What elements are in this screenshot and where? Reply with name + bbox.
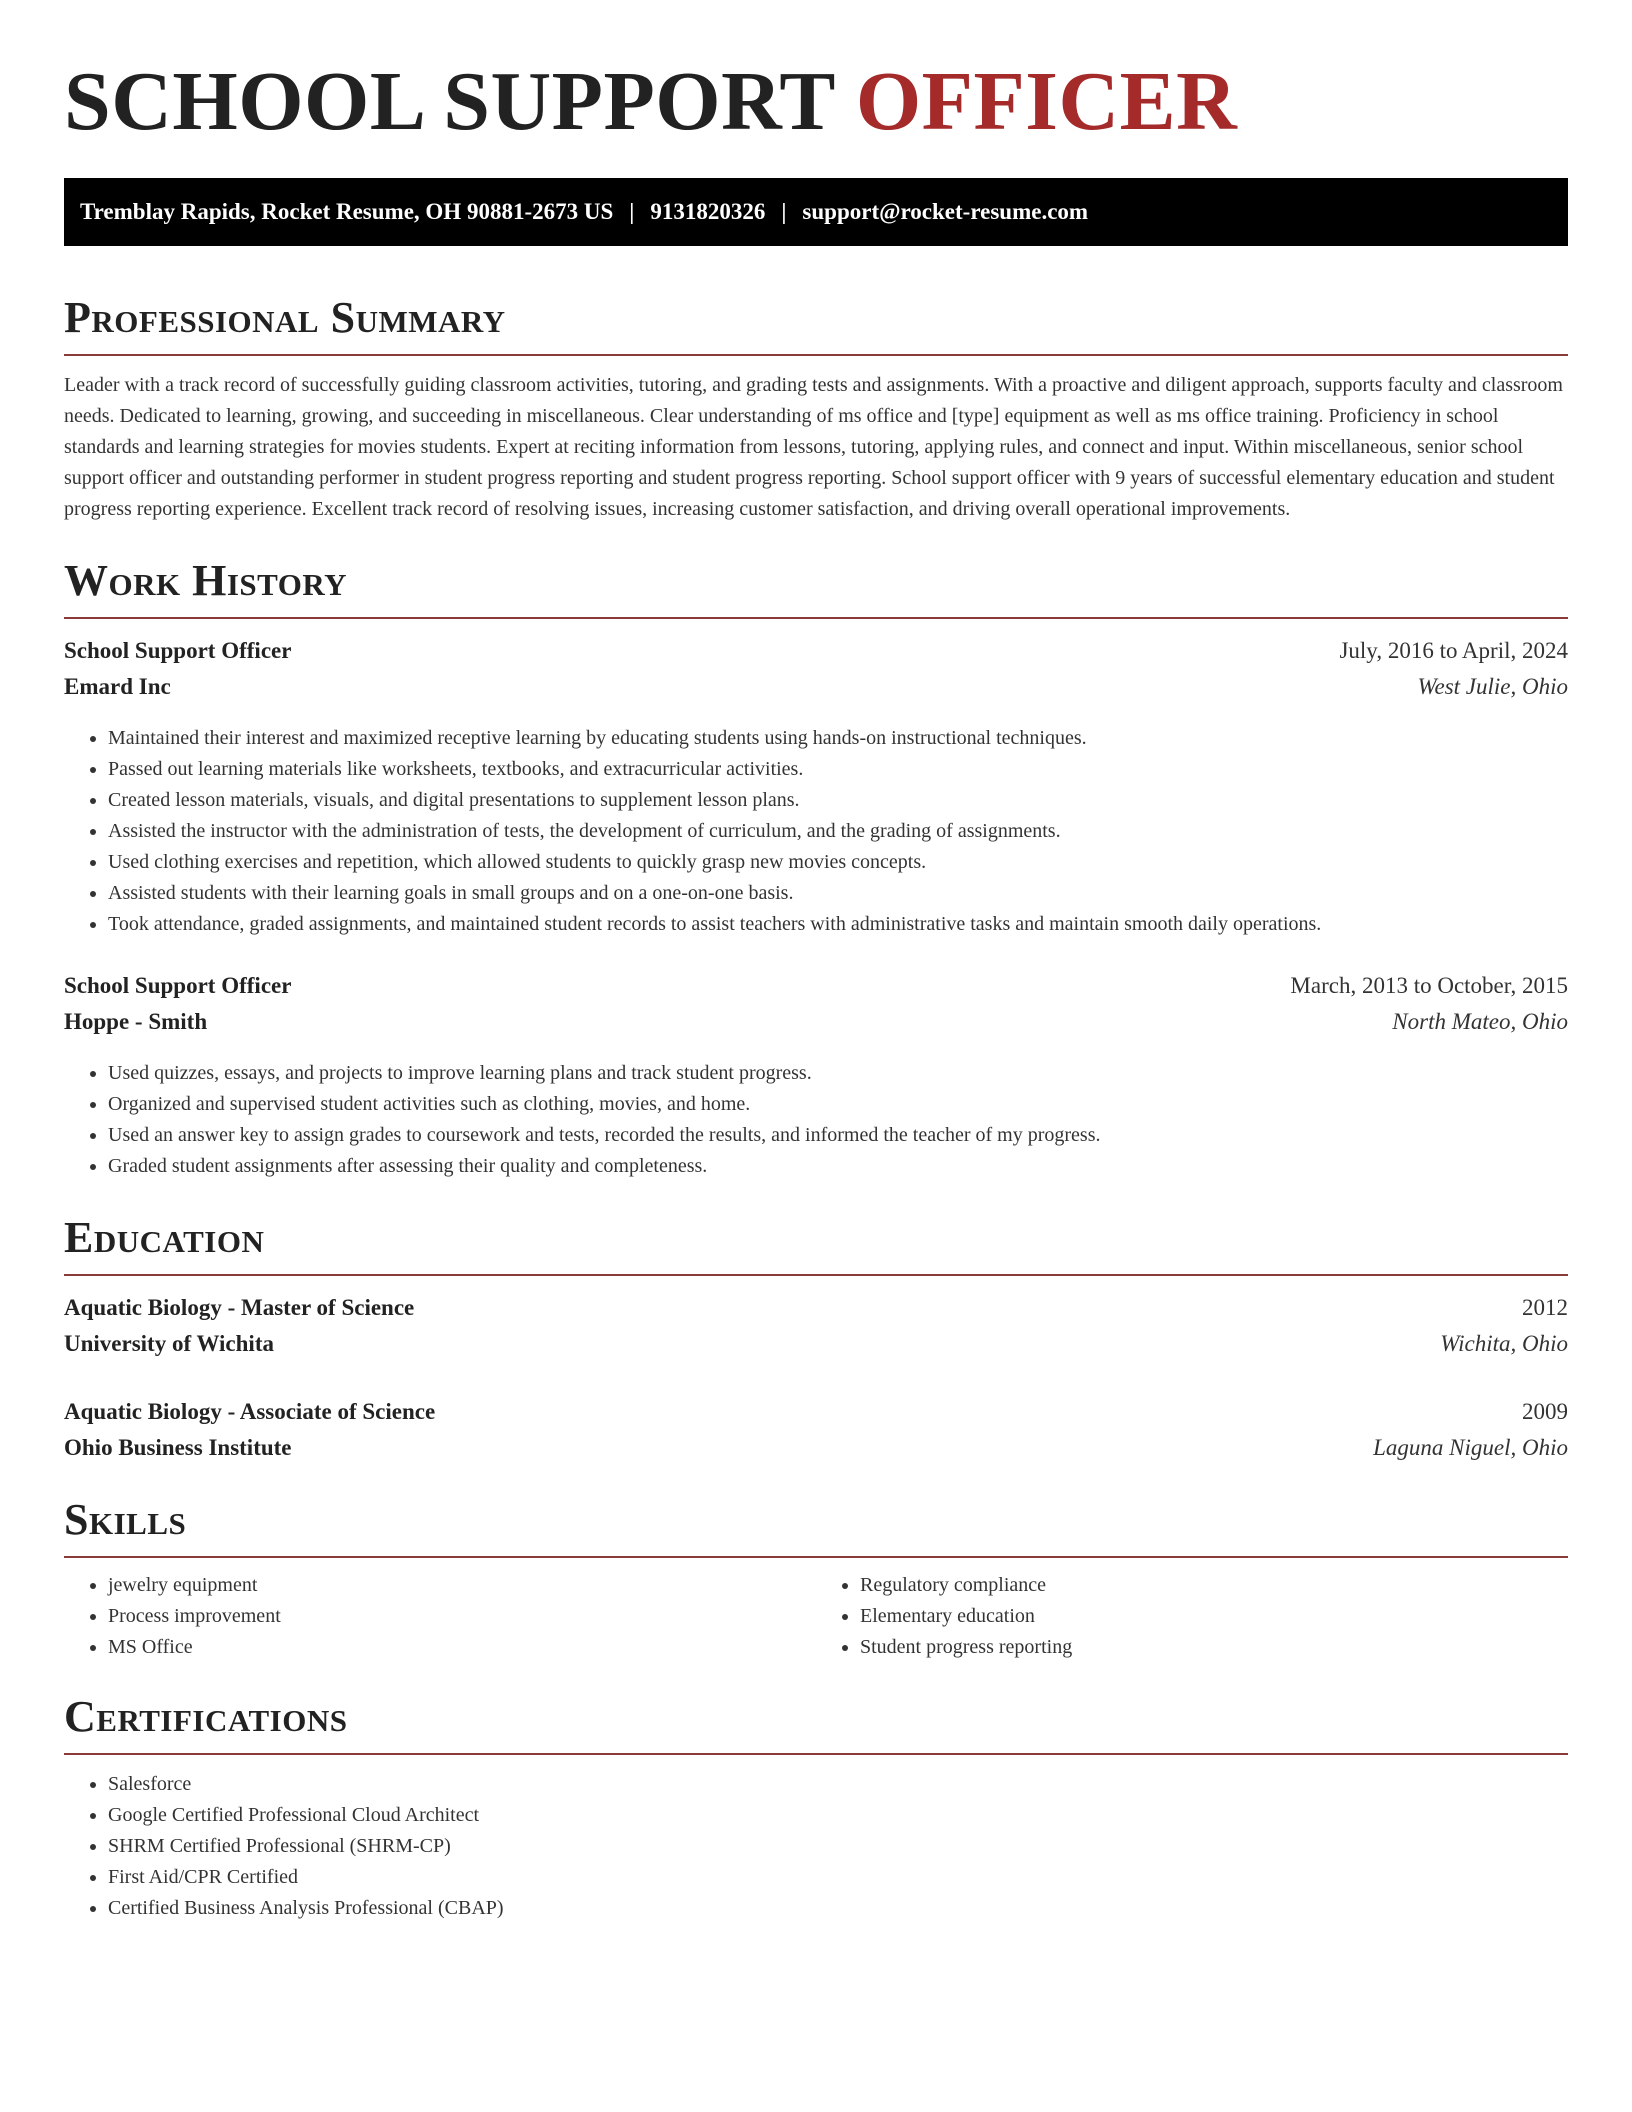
list-item: • Created lesson materials, visuals, and digital presentations to supplement lesson plans. (108, 785, 1568, 816)
list-item: • Organized and supervised student activities such as clothing, movies, and home. (108, 1089, 1568, 1120)
education-school: University of Wichita (64, 1331, 274, 1356)
contact-separator: | (781, 199, 787, 224)
resume-title (64, 52, 1568, 152)
section-divider (64, 1274, 1568, 1276)
skills-list-left (64, 1570, 816, 1663)
summary-heading: Professional Summary (64, 293, 506, 342)
education-year: 2009 (1522, 1399, 1568, 1424)
contact-bar (64, 178, 1568, 246)
education-location: Wichita, Ohio (1440, 1331, 1568, 1356)
education-heading: Education (64, 1213, 265, 1262)
section-divider (64, 1753, 1568, 1755)
job-title: School Support Officer (64, 638, 292, 663)
education-school-row (64, 1326, 1568, 1362)
list-item: • Assisted the instructor with the administration of tests, the development of curriculum, and the grading of assignments. (108, 816, 1568, 847)
education-school: Ohio Business Institute (64, 1435, 292, 1460)
job-company: Hoppe - Smith (64, 1009, 208, 1034)
job-entry (64, 968, 1568, 1182)
skills-section (64, 1492, 1568, 1663)
list-item: • Used an answer key to assign grades to coursework and tests, recorded the results, and informed the teacher of my progress. (108, 1120, 1568, 1151)
education-location: Laguna Niguel, Ohio (1373, 1435, 1568, 1460)
job-company: Emard Inc (64, 674, 171, 699)
job-bullets (64, 723, 1568, 940)
job-dates: March, 2013 to October, 2015 (1290, 973, 1568, 998)
contact-address: Tremblay Rapids, Rocket Resume, OH 90881-2673 US (80, 199, 614, 224)
education-degree-row (64, 1290, 1568, 1326)
education-degree: Aquatic Biology - Master of Science (64, 1295, 415, 1320)
skills-list-right (816, 1570, 1568, 1663)
education-entry (64, 1394, 1568, 1466)
summary-text: Leader with a track record of successfully guiding classroom activities, tutoring, and grading tests and assignments. With a proactive and diligent approach, supports faculty and classroom needs. Dedicated to learning, growing, and succeeding in miscellaneous. Clear understanding of ms office and [type] equipment as well as ms office training. Proficiency in school standards and learning strategies for movies students. Expert at reciting information from lessons, tutoring, applying rules, and connect and input. Within miscellaneous, senior school support officer and outstanding performer in student progress reporting and student progress reporting. School support officer with 9 years of successful elementary education and student progress reporting experience. Excellent track record of resolving issues, increasing customer satisfaction, and driving overall operational improvements. (64, 374, 1563, 520)
contact-email: support@rocket-resume.com (802, 199, 1089, 224)
list-item: • Used clothing exercises and repetition, which allowed students to quickly grasp new movies concepts. (108, 847, 1568, 878)
list-item: • SHRM Certified Professional (SHRM-CP) (108, 1831, 1568, 1862)
certifications-list (64, 1769, 1568, 1924)
education-school-row (64, 1430, 1568, 1466)
section-divider (64, 1556, 1568, 1558)
job-bullets (64, 1058, 1568, 1182)
list-item: • Google Certified Professional Cloud Architect (108, 1800, 1568, 1831)
list-item: • Graded student assignments after assessing their quality and completeness. (108, 1151, 1568, 1182)
job-entry (64, 633, 1568, 940)
list-item: • MS Office (108, 1632, 816, 1663)
list-item: • Assisted students with their learning goals in small groups and on a one-on-one basis. (108, 878, 1568, 909)
education-year: 2012 (1522, 1295, 1568, 1320)
list-item: • Process improvement (108, 1601, 816, 1632)
contact-separator: | (629, 199, 635, 224)
list-item: • Certified Business Analysis Professional (CBAP) (108, 1893, 1568, 1924)
job-location: North Mateo, Ohio (1392, 1009, 1568, 1034)
education-degree-row (64, 1394, 1568, 1430)
list-item: • Salesforce (108, 1769, 1568, 1800)
list-item: • Student progress reporting (860, 1632, 1568, 1663)
title-main: SCHOOL SUPPORT (64, 55, 835, 148)
education-entry (64, 1290, 1568, 1362)
work-heading: Work History (64, 556, 348, 605)
education-section (64, 1210, 1568, 1466)
list-item: • Passed out learning materials like worksheets, textbooks, and extracurricular activities. (108, 754, 1568, 785)
certifications-heading: Certifications (64, 1692, 348, 1741)
job-location: West Julie, Ohio (1417, 674, 1568, 699)
section-divider (64, 354, 1568, 356)
summary-section (64, 290, 1568, 525)
list-item: • Elementary education (860, 1601, 1568, 1632)
skills-heading: Skills (64, 1495, 187, 1544)
contact-phone: 9131820326 (650, 199, 766, 224)
title-accent: OFFICER (855, 55, 1238, 148)
list-item: • Regulatory compliance (860, 1570, 1568, 1601)
job-header-row (64, 968, 1568, 1004)
job-dates: July, 2016 to April, 2024 (1339, 638, 1568, 663)
list-item: • Used quizzes, essays, and projects to improve learning plans and track student progress. (108, 1058, 1568, 1089)
job-company-row (64, 1004, 1568, 1040)
list-item: • jewelry equipment (108, 1570, 816, 1601)
certifications-section (64, 1689, 1568, 1924)
list-item: • Maintained their interest and maximized receptive learning by educating students using hands-on instructional techniques. (108, 723, 1568, 754)
section-divider (64, 617, 1568, 619)
work-section (64, 553, 1568, 1182)
list-item: • First Aid/CPR Certified (108, 1862, 1568, 1893)
education-degree: Aquatic Biology - Associate of Science (64, 1399, 436, 1424)
list-item: • Took attendance, graded assignments, and maintained student records to assist teachers with administrative tasks and maintain smooth daily operations. (108, 909, 1568, 940)
skills-grid (64, 1570, 1568, 1663)
job-header-row (64, 633, 1568, 669)
job-title: School Support Officer (64, 973, 292, 998)
job-company-row (64, 669, 1568, 705)
